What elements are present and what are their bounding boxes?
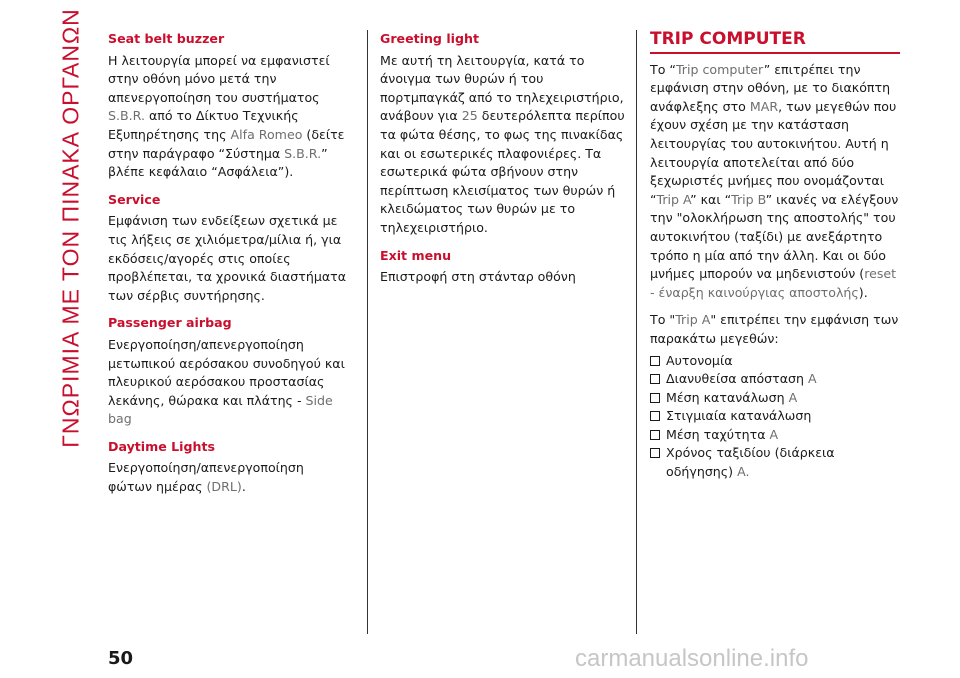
code-term: Trip A: [675, 312, 711, 328]
trip-computer-intro: [650, 61, 900, 303]
code-term: (DRL): [206, 479, 242, 495]
text-run: Η λειτουργία μπορεί να εμφανιστεί στην οθόνη μόνο μετά την απενεργοποίηση του συστήματος: [108, 52, 330, 105]
heading-exit-menu: Exit menu: [380, 247, 452, 263]
text-run: .: [241, 479, 246, 495]
list-item: [650, 370, 900, 389]
column-2: [380, 30, 626, 296]
code-term: A: [788, 389, 798, 405]
code-term: A.: [737, 464, 750, 480]
heading-passenger-airbag: Passenger airbag: [108, 315, 232, 331]
code-term: MAR: [749, 98, 779, 114]
list-item: [650, 407, 900, 426]
text-run: ).: [858, 284, 868, 300]
code-term: Trip B: [731, 191, 766, 207]
list-item: [650, 389, 900, 408]
side-chapter-title: [48, 8, 94, 448]
text-run: ” βλέπε κεφάλαιο “Ασφάλεια”).: [108, 145, 328, 180]
trip-a-intro: [650, 311, 900, 348]
code-term: 25: [461, 108, 478, 124]
column-1: [108, 30, 348, 506]
code-term: Trip computer: [675, 61, 764, 77]
section-daytime-lights: [108, 438, 348, 497]
checkbox-bullet-icon: [650, 374, 660, 384]
code-term: Trip A: [656, 191, 691, 207]
text-run: Ενεργοποίηση/απενεργοποίηση μετωπικού αερόσακου συνοδηγού και πλευρικού αερόσακου προστασίας λεκάνης, θώρακα και πλάτης -: [108, 336, 345, 408]
column-divider-2: [636, 30, 637, 634]
checkbox-bullet-icon: [650, 356, 660, 366]
text-run: Στιγμιαία κατανάλωση: [666, 408, 812, 424]
service-text: Εμφάνιση των ενδείξεων σχετικά με τις λήξεις σε χιλιόμετρα/μίλια ή, για εκδόσεις/αγορές στις οποίες προβλέπεται, τα χρονικά διαστήματα των σέρβις συντήρησης.: [108, 213, 347, 303]
watermark: carmanualsonline.info: [575, 645, 809, 672]
text-run: Διανυθείσα απόσταση: [666, 371, 808, 387]
text-run: από το Δίκτυο Τεχνικής Εξυπηρέτησης της: [108, 108, 299, 142]
text-run: ” επιτρέπει την εμφάνιση στην οθόνη, με το διακόπτη ανάφλεξης στο: [650, 61, 891, 114]
checkbox-bullet-icon: [650, 448, 660, 458]
list-item: [650, 426, 900, 445]
text-run: Μέση ταχύτητα: [666, 426, 770, 442]
side-chapter-title-text: ΓΝΩΡΙΜΙΑ ΜΕ ΤΟΝ ΠΙΝΑΚΑ ΟΡΓΑΝΩΝ: [57, 8, 84, 448]
section-greeting-light: [380, 30, 626, 238]
text-run: ” ικανές να ελέγξουν την "ολοκλήρωση της αποστολής" του αυτοκινήτου (ταξίδι) με ανεξάρτητο τρόπο η μία από την άλλη. Και οι δύο μνήμες μπορούν να μηδενιστούν (: [650, 191, 899, 282]
checkbox-bullet-icon: [650, 411, 660, 421]
text-run: Με αυτή τη λειτουργία, κατά το άνοιγμα των θυρών ή του πορτμπαγκάζ από το τηλεχειριστήριο, ανάβουν για: [380, 52, 624, 124]
passenger-airbag-text: [108, 336, 348, 429]
text-run: " επιτρέπει την εμφάνιση των παρακάτω μεγεθών:: [650, 312, 899, 346]
code-term: reset - έναρξη καινούργιας αποστολής: [650, 266, 897, 300]
section-seat-belt-buzzer: [108, 30, 348, 182]
text-run: δευτερόλεπτα περίπου τα φώτα θέσης, το φως της πινακίδας και οι εσωτερικές πλαφονιέρες. Τα εσωτερικά φώτα σβήνουν στην περίπτωση κλεισίματος των θυρών ή κλειδώματος των θυρών με το τηλεχειριστήριο.: [380, 108, 625, 235]
column-3: [650, 30, 900, 482]
heading-greeting-light: Greeting light: [380, 31, 479, 46]
code-term: Side bag: [108, 392, 333, 427]
column-divider-1: [367, 30, 368, 634]
page-number: 50: [108, 648, 134, 669]
text-run: ” και “: [690, 191, 732, 207]
section-exit-menu: [380, 247, 626, 287]
text-run: , των μεγεθών που έχουν σχέση με την κατάσταση λειτουργίας του αυτοκινήτου. Αυτή η λειτουργία αποτελείται από δύο ξεχωριστές μνήμες που ονομάζονται “: [650, 98, 897, 207]
code-term: S.B.R.: [284, 145, 322, 161]
code-term: A: [807, 371, 817, 387]
section-service: [108, 191, 348, 306]
text-run: (δείτε στην παράγραφο “Σύστημα: [108, 126, 345, 161]
heading-seat-belt-buzzer: Seat belt buzzer: [108, 31, 225, 46]
text-run: Χρόνος ταξιδίου (διάρκεια οδήγησης): [666, 445, 835, 480]
code-term: A: [769, 426, 779, 442]
list-item: [650, 444, 900, 481]
text-run: Ενεργοποίηση/απενεργοποίηση φώτων ημέρας: [108, 460, 304, 495]
section-passenger-airbag: [108, 314, 348, 429]
trip-computer-title: TRIP COMPUTER: [650, 30, 900, 54]
checkbox-bullet-icon: [650, 430, 660, 440]
heading-daytime-lights: Daytime Lights: [108, 438, 215, 454]
list-item: [650, 352, 900, 371]
text-run: Αυτονομία: [666, 352, 733, 368]
greeting-light-text: [380, 52, 626, 238]
daytime-lights-text: [108, 459, 348, 496]
heading-service: Service: [108, 191, 161, 207]
text-run: Το ": [650, 312, 676, 328]
trip-a-list: [650, 352, 900, 482]
exit-menu-text: Επιστροφή στη στάνταρ οθόνη: [380, 269, 576, 285]
code-term: Alfa Romeo: [230, 126, 303, 142]
seat-belt-buzzer-text: [108, 52, 348, 182]
checkbox-bullet-icon: [650, 393, 660, 403]
code-term: S.B.R.: [108, 108, 145, 124]
text-run: Μέση κατανάλωση: [666, 389, 789, 405]
text-run: Το “: [650, 61, 676, 77]
